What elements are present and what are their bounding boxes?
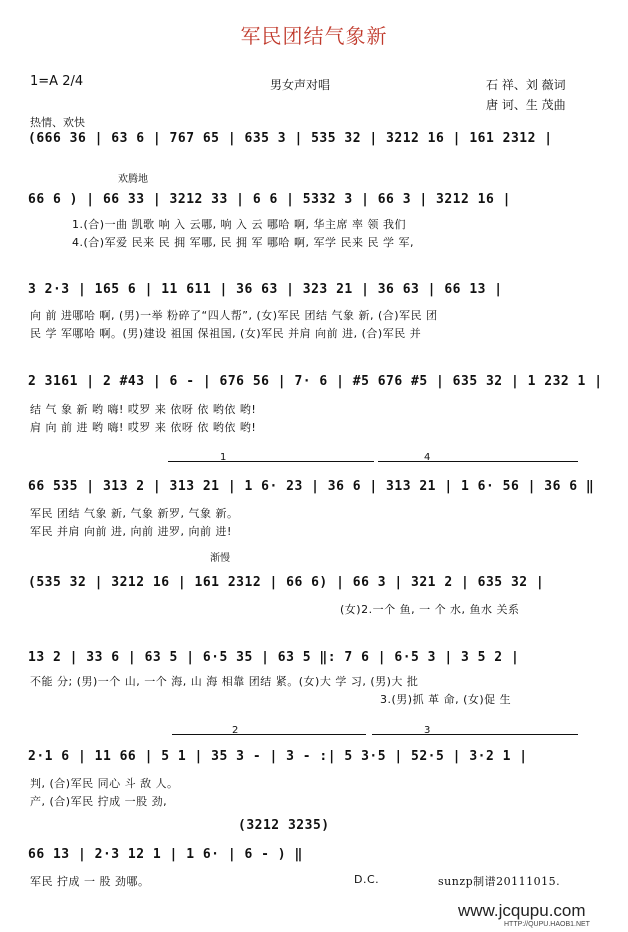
volta-bracket: [378, 461, 578, 462]
lyric-line: 产, (合)军民 拧成 一股 劲,: [30, 795, 168, 808]
lyric-line: 民 学 军哪哈 啊。(男)建设 祖国 保祖国, (女)军民 并肩 向前 进, (合)军民 并: [30, 327, 422, 340]
volta-number: 2: [232, 725, 239, 736]
notation-line-2: 66 6 ) | 66 33 | 3212 33 | 6 6 | 5332 3 | 66 3 | 3212 16 |: [28, 192, 511, 207]
lyric-line: 肩 向 前 进 哟 嗨! 哎罗 来 依呀 依 哟依 哟!: [30, 421, 257, 434]
volta-number: 3: [424, 725, 431, 736]
composer-credit: 唐 诃、生 茂曲: [486, 98, 566, 112]
lyric-line: 向 前 进哪哈 啊, (男)一举 粉碎了“四人帮”, (女)军民 团结 气象 新, (合)军民 团: [30, 309, 438, 322]
lyric-line: 4.(合)军爱 民来 民 拥 军哪, 民 拥 军 哪哈 啊, 军学 民来 民 学 军,: [72, 236, 415, 249]
notation-line-7: 13 2 | 33 6 | 63 5 | 6·5 35 | 63 5 ‖: 7 6 | 6·5 3 | 3 5 2 |: [28, 650, 520, 665]
notation-line-4: 2 3161 | 2 #43 | 6 - | 676 56 | 7· 6 | #5 676 #5 | 635 32 | 1 232 1 |: [28, 374, 603, 389]
performance-type: 男女声对唱: [270, 78, 331, 92]
song-title: 军民团结气象新: [240, 24, 388, 48]
lyric-line: 不能 分; (男)一个 山, 一个 海, 山 海 相靠 团结 紧。(女)大 学 习, (男)大 批: [30, 675, 419, 688]
expression-mark: 渐慢: [210, 553, 230, 564]
notation-line-8: 2·1 6 | 11 66 | 5 1 | 35 3 - | 3 - :| 5 3·5 | 52·5 | 3·2 1 |: [28, 749, 528, 764]
lyric-line: 军民 团结 气象 新, 气象 新罗, 气象 新。: [30, 507, 239, 520]
lyric-line: 军民 拧成 一 股 劲哪。: [30, 875, 150, 888]
dc-mark: D.C.: [354, 873, 380, 886]
volta-bracket: [372, 734, 578, 735]
lyric-line: 1.(合)一曲 凯歌 响 入 云哪, 响 入 云 哪哈 啊, 华主席 率 领 我们: [72, 218, 407, 231]
coda-notation: (3212 3235): [238, 818, 330, 833]
lyric-line: 军民 并肩 向前 进, 向前 进罗, 向前 进!: [30, 525, 232, 538]
lyric-line: 3.(男)抓 革 命, (女)促 生: [380, 693, 512, 706]
expression-mark: 欢腾地: [118, 174, 148, 185]
transcriber-signature: sunzp制谱20111015.: [438, 875, 561, 888]
volta-number: 1: [220, 452, 227, 463]
lyric-line: 判, (合)军民 同心 斗 敌 人。: [30, 777, 179, 790]
notation-line-1: (666 36 | 63 6 | 767 65 | 635 3 | 535 32 | 3212 16 | 161 2312 |: [28, 131, 553, 146]
notation-line-6: (535 32 | 3212 16 | 161 2312 | 66 6) | 66 3 | 321 2 | 635 32 |: [28, 575, 545, 590]
lyric-line: (女)2.一个 鱼, 一 个 水, 鱼水 关系: [340, 603, 520, 616]
watermark-sub: HTTP://QUPU.HAOB1.NET: [504, 921, 590, 928]
lyricist-credit: 石 祥、刘 薇词: [486, 78, 566, 92]
key-signature: 1=A 2/4: [30, 74, 84, 89]
volta-bracket: [168, 461, 374, 462]
notation-line-3: 3 2·3 | 165 6 | 11 611 | 36 63 | 323 21 | 36 63 | 66 13 |: [28, 282, 503, 297]
notation-line-9: 66 13 | 2·3 12 1 | 1 6· | 6 - ) ‖: [28, 847, 303, 862]
volta-number: 4: [424, 452, 431, 463]
notation-line-5: 66 535 | 313 2 | 313 21 | 1 6· 23 | 36 6 | 313 21 | 1 6· 56 | 36 6 ‖: [28, 479, 595, 494]
tempo-marking: 热情、欢快: [30, 116, 85, 129]
lyric-line: 结 气 象 新 哟 嗨! 哎罗 来 依呀 依 哟依 哟!: [30, 403, 257, 416]
watermark-domain: www.jcqupu.com: [458, 901, 586, 920]
volta-bracket: [172, 734, 366, 735]
